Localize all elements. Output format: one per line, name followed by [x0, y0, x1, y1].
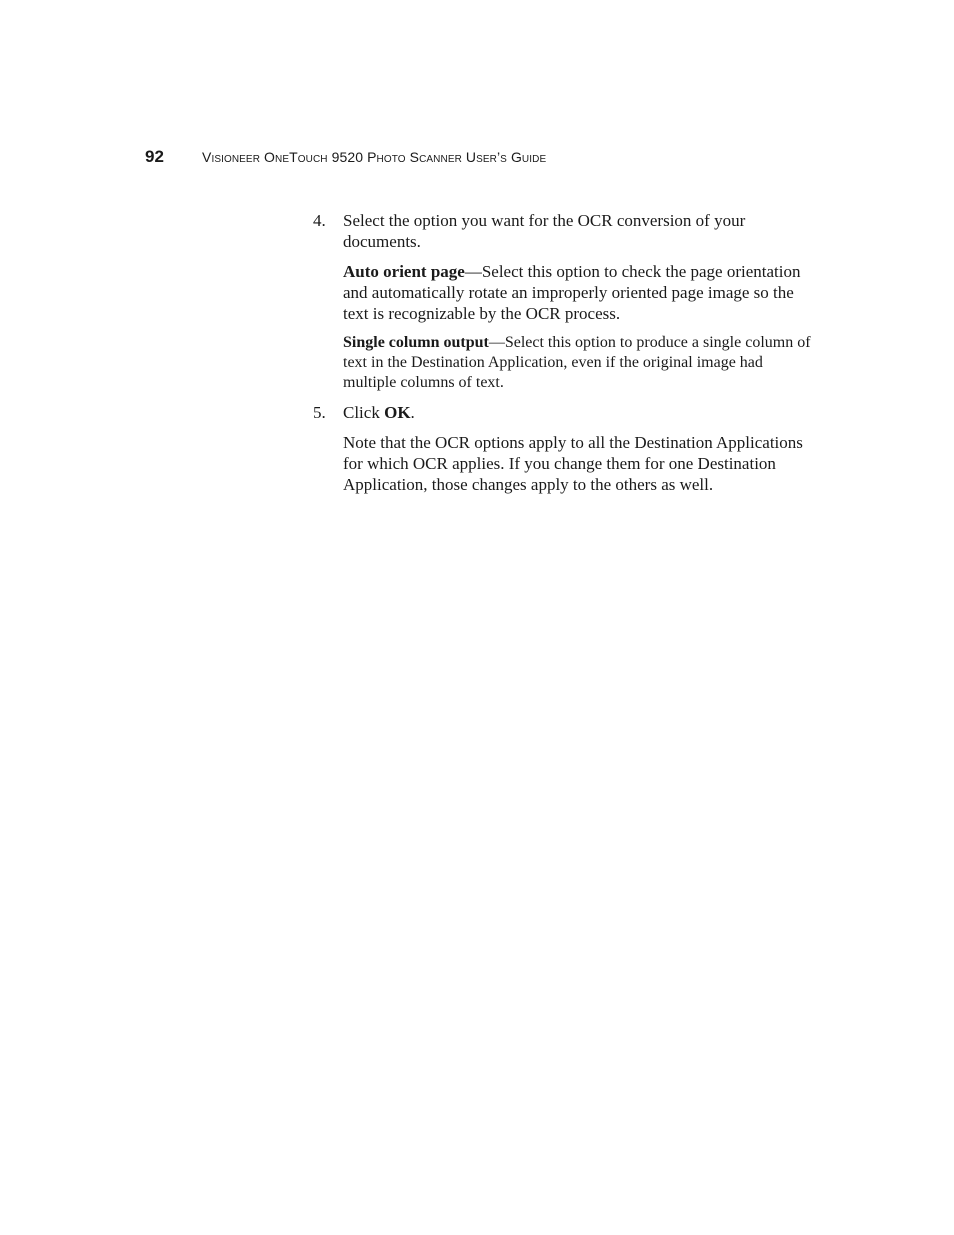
- step-text: Select the option you want for the OCR conversion of your documents.: [343, 211, 746, 251]
- page-header: [145, 147, 546, 169]
- step-prefix: Click: [343, 403, 385, 422]
- step-number: 4.: [313, 211, 326, 230]
- step-number: 5.: [313, 403, 326, 422]
- step-5: [313, 402, 813, 423]
- option-description: —Select this option to check the page orientation and automatically rotate an improperly oriented page image so the text is recognizable by the OCR process.: [343, 262, 801, 323]
- step-suffix: .: [410, 403, 415, 422]
- ok-button-label: OK: [384, 403, 411, 422]
- option-single-column: [343, 333, 813, 393]
- running-title: Visioneer OneTouch 9520 Photo Scanner User’s Guide: [202, 149, 547, 165]
- option-auto-orient: [343, 261, 813, 324]
- option-term: Single column output: [343, 334, 489, 351]
- main-content: [313, 210, 813, 504]
- step-4: [313, 210, 813, 252]
- option-term: Auto orient page: [343, 262, 465, 281]
- note-paragraph: Note that the OCR options apply to all the Destination Applications for which OCR applies. If you change them for one Destination Application, those changes apply to the others as well.: [343, 433, 803, 494]
- option-description: —Select this option to produce a single column of text in the Destination Application, even if the original image had multiple columns of text.: [343, 334, 811, 391]
- page-number: 92: [145, 147, 164, 166]
- step-text: [343, 402, 813, 423]
